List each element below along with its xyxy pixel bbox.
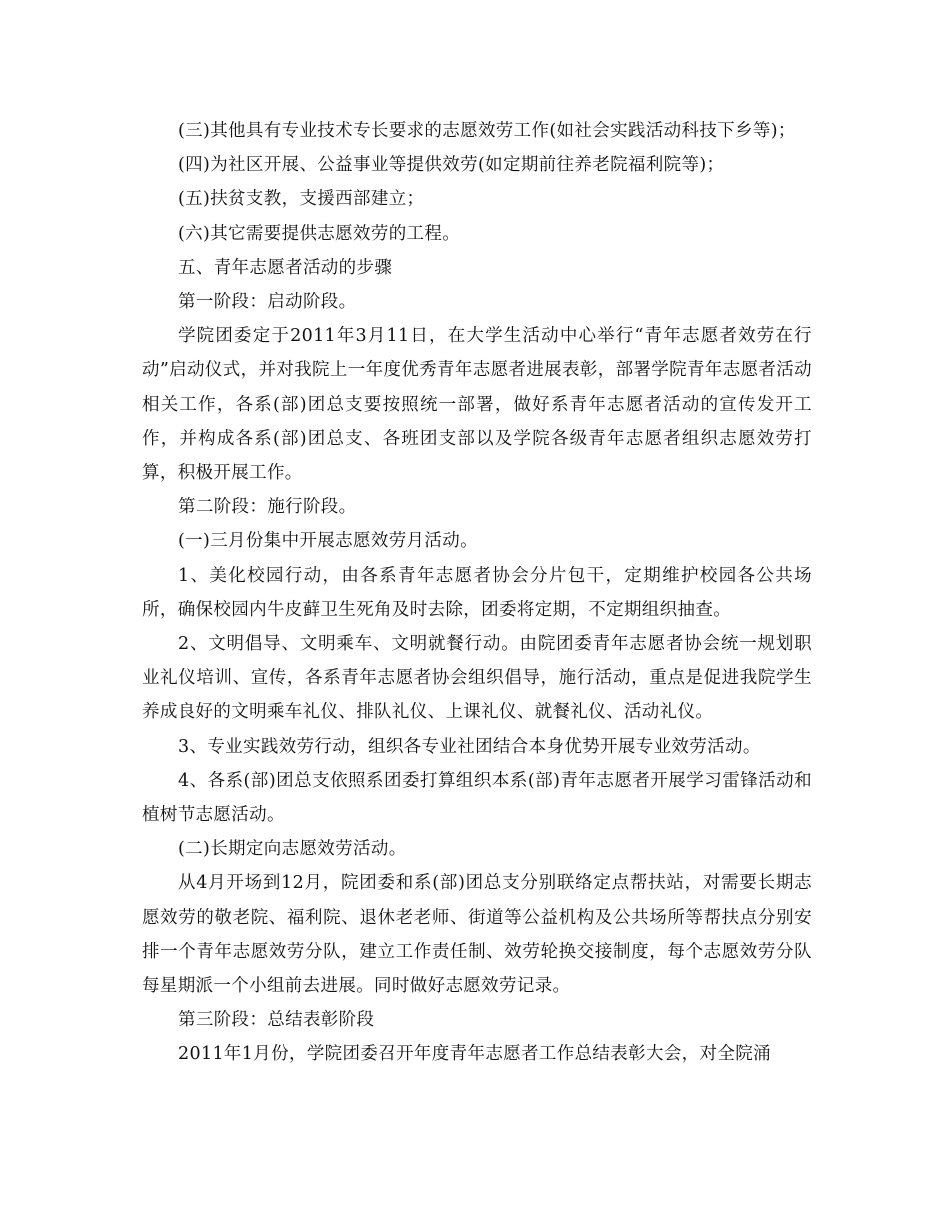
paragraph-item-6-other-projects: (六)其它需要提供志愿效劳的工程。 xyxy=(178,223,461,244)
civility-action-paragraph: 2、文明倡导、文明乘车、文明就餐行动。由院团委青年志愿者协会统一规划职业礼仪培训、宣传，各系青年志愿者协会组织倡导，施行活动，重点是促进我院学生养成良好的文明乘车礼仪、排队礼仪、上课礼仪、就餐礼仪、活动礼仪。 xyxy=(142,634,812,723)
department-activities-paragraph: 4、各系(部)团总支依照系团委打算组织本系(部)青年志愿者开展学习雷锋活动和植树节志愿活动。 xyxy=(142,770,812,826)
paragraph-item-4-community-service: (四)为社区开展、公益事业等提供效劳(如定期前往养老院福利院等)； xyxy=(178,155,725,176)
section-heading-steps: 五、青年志愿者活动的步骤 xyxy=(178,257,393,278)
long-term-service-heading: (二)长期定向志愿效劳活动。 xyxy=(178,839,407,860)
campus-beautification-paragraph: 1、美化校园行动，由各系青年志愿者协会分片包干，定期维护校园各公共场所，确保校园内牛皮藓卫生死角及时去除，团委将定期，不定期组织抽查。 xyxy=(142,565,812,620)
stage-two-heading: 第二阶段：施行阶段。 xyxy=(178,497,357,518)
stage-three-heading: 第三阶段：总结表彰阶段 xyxy=(178,1010,375,1031)
paragraph-item-5-teaching-support: (五)扶贫支教，支援西部建立； xyxy=(178,189,425,210)
summary-meeting-paragraph: 2011年1月份，学院团委召开年度青年志愿者工作总结表彰大会，对全院涌 xyxy=(178,1044,771,1065)
document-body xyxy=(142,114,812,1072)
paragraph-item-3-other-services: (三)其他具有专业技术专长要求的志愿效劳工作(如社会实践活动科技下乡等)； xyxy=(178,121,796,141)
stage-one-paragraph: 学院团委定于2011年3月11日，在大学生活动中心举行“青年志愿者效劳在行动”启动仪式，并对我院上一年度优秀青年志愿者进展表彰，部署学院青年志愿者活动相关工作，各系(部)团总支要按照统一部署，做好系青年志愿者活动的宣传发开工作，并构成各系(部)团总支、各班团支部以及学院各级青年志愿者组织志愿效劳打算，积极开展工作。 xyxy=(142,326,812,484)
march-activities-heading: (一)三月份集中开展志愿效劳月活动。 xyxy=(178,531,478,552)
stage-one-heading: 第一阶段：启动阶段。 xyxy=(178,292,357,313)
long-term-service-paragraph: 从4月开场到12月，院团委和系(部)团总支分别联络定点帮扶站，对需要长期志愿效劳的敬老院、福利院、退休老老师、街道等公益机构及公共场所等帮扶点分别安排一个青年志愿效劳分队，建立工作责任制、效劳轮换交接制度，每个志愿效劳分队每星期派一个小组前去进展。同时做好志愿效劳记录。 xyxy=(142,873,812,997)
professional-service-paragraph: 3、专业实践效劳行动，组织各专业社团结合本身优势开展专业效劳活动。 xyxy=(178,736,761,757)
